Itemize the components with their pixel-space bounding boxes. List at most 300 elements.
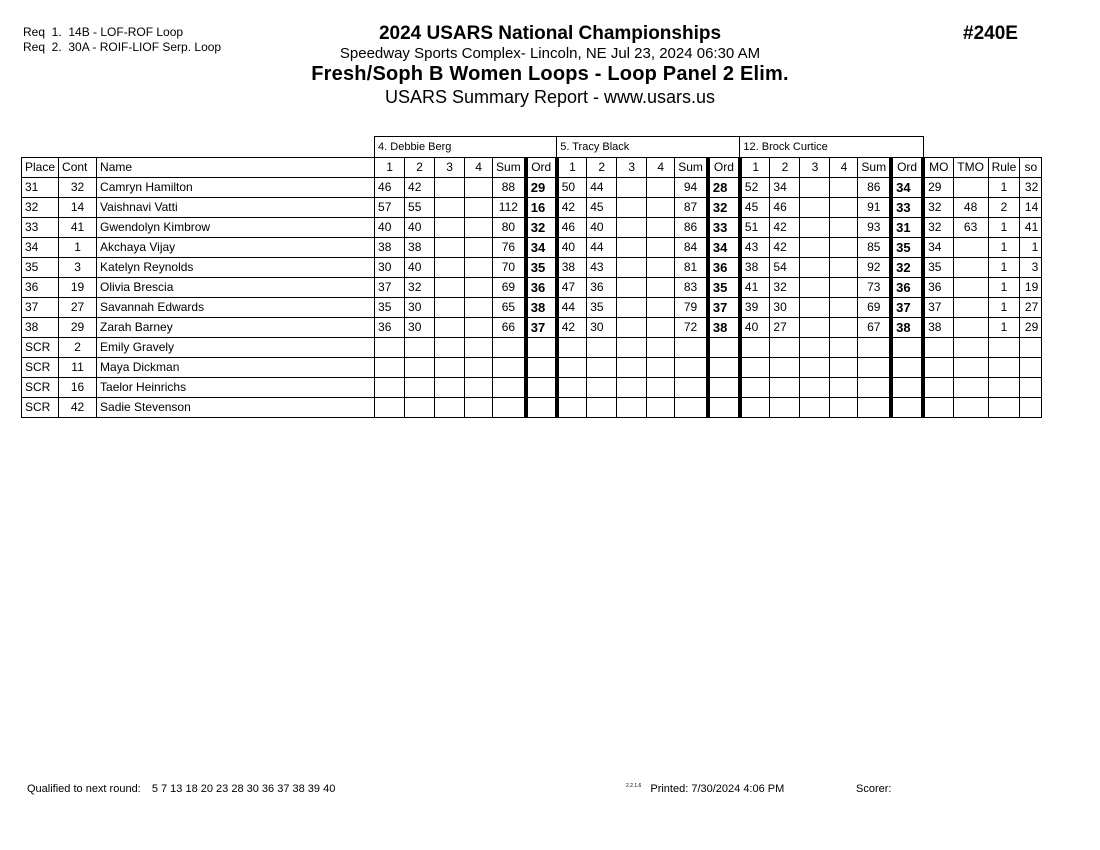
score-2-cell: 27: [770, 318, 800, 338]
col-j1: 1: [375, 158, 405, 178]
score-1-cell: 36: [375, 318, 405, 338]
score-4-cell: [465, 238, 493, 258]
score-4-cell: [647, 178, 675, 198]
score-4-cell: [647, 338, 675, 358]
score-3-cell: [800, 398, 830, 418]
score-3-cell: [435, 298, 465, 318]
score-3-cell: [617, 198, 647, 218]
score-1-cell: [557, 378, 587, 398]
cont-cell: 19: [59, 278, 97, 298]
name-cell: Gwendolyn Kimbrow: [97, 218, 375, 238]
score-2-cell: [405, 338, 435, 358]
rule-cell: 2: [988, 198, 1020, 218]
score-4-cell: [830, 398, 858, 418]
col-tmo: TMO: [953, 158, 988, 178]
score-4-cell: [830, 178, 858, 198]
ordinal-cell: 32: [708, 198, 740, 218]
cont-cell: 11: [59, 358, 97, 378]
sum-cell: [858, 358, 891, 378]
score-2-cell: 32: [770, 278, 800, 298]
sum-cell: 76: [493, 238, 526, 258]
tmo-cell: 48: [953, 198, 988, 218]
report-subtitle: USARS Summary Report - www.usars.us: [384, 87, 716, 107]
score-1-cell: [557, 358, 587, 378]
score-2-cell: 38: [405, 238, 435, 258]
score-2-cell: [770, 398, 800, 418]
name-cell: Savannah Edwards: [97, 298, 375, 318]
score-1-cell: [740, 378, 770, 398]
score-3-cell: [800, 278, 830, 298]
col-so: so: [1020, 158, 1042, 178]
ordinal-cell: 38: [891, 318, 923, 338]
col-sum: Sum: [493, 158, 526, 178]
score-3-cell: [617, 278, 647, 298]
score-2-cell: 45: [587, 198, 617, 218]
score-4-cell: [465, 398, 493, 418]
score-1-cell: [740, 358, 770, 378]
place-cell: 37: [22, 298, 59, 318]
place-cell: 36: [22, 278, 59, 298]
tmo-cell: [953, 258, 988, 278]
score-2-cell: 30: [770, 298, 800, 318]
table-row: [22, 198, 1042, 218]
table-row: [22, 398, 1042, 418]
so-cell: [1020, 338, 1042, 358]
score-4-cell: [830, 358, 858, 378]
so-cell: 19: [1020, 278, 1042, 298]
score-3-cell: [617, 398, 647, 418]
place-cell: 32: [22, 198, 59, 218]
sum-cell: 84: [675, 238, 708, 258]
report-header: [250, 23, 850, 108]
event-title: Fresh/Soph B Women Loops - Loop Panel 2 Elim.: [311, 63, 789, 85]
printed-timestamp: Printed: 7/30/2024 4:06 PM: [650, 783, 785, 795]
score-1-cell: [375, 378, 405, 398]
sum-cell: 69: [858, 298, 891, 318]
table-row: [22, 298, 1042, 318]
score-3-cell: [435, 238, 465, 258]
score-2-cell: [770, 358, 800, 378]
score-2-cell: 30: [587, 318, 617, 338]
name-cell: Taelor Heinrichs: [97, 378, 375, 398]
place-cell: 38: [22, 318, 59, 338]
col-j3: 3: [435, 158, 465, 178]
place-cell: 35: [22, 258, 59, 278]
sum-cell: 91: [858, 198, 891, 218]
score-3-cell: [800, 238, 830, 258]
qualified-line: [27, 783, 335, 795]
table-row: [22, 378, 1042, 398]
ordinal-cell: 37: [708, 298, 740, 318]
col-sum: Sum: [858, 158, 891, 178]
tmo-cell: [953, 318, 988, 338]
score-4-cell: [830, 238, 858, 258]
mo-cell: 36: [923, 278, 953, 298]
judge-name: 12. Brock Curtice: [740, 137, 923, 158]
table-row: [22, 338, 1042, 358]
place-cell: SCR: [22, 358, 59, 378]
ordinal-cell: 33: [708, 218, 740, 238]
sum-cell: [493, 338, 526, 358]
col-j4: 4: [465, 158, 493, 178]
so-cell: [1020, 398, 1042, 418]
sum-cell: [675, 358, 708, 378]
ordinal-cell: 33: [891, 198, 923, 218]
score-2-cell: 30: [405, 298, 435, 318]
score-2-cell: 40: [405, 218, 435, 238]
score-3-cell: [800, 198, 830, 218]
col-place: Place: [22, 158, 59, 178]
rule-cell: 1: [988, 178, 1020, 198]
col-j4: 4: [830, 158, 858, 178]
score-4-cell: [465, 358, 493, 378]
score-1-cell: 50: [557, 178, 587, 198]
sum-cell: 69: [493, 278, 526, 298]
score-3-cell: [435, 398, 465, 418]
judge-name: 5. Tracy Black: [557, 137, 740, 158]
score-3-cell: [617, 218, 647, 238]
score-4-cell: [647, 198, 675, 218]
ordinal-cell: 37: [526, 318, 557, 338]
qualified-label: Qualified to next round:: [27, 783, 141, 795]
sum-cell: [675, 338, 708, 358]
score-2-cell: [587, 398, 617, 418]
version-label: 2.2.1.6: [626, 783, 642, 790]
score-3-cell: [800, 258, 830, 278]
sum-cell: 73: [858, 278, 891, 298]
ordinal-cell: 35: [708, 278, 740, 298]
sum-cell: 86: [675, 218, 708, 238]
score-1-cell: 44: [557, 298, 587, 318]
score-3-cell: [617, 378, 647, 398]
rule-cell: [988, 338, 1020, 358]
rule-cell: [988, 358, 1020, 378]
name-cell: Maya Dickman: [97, 358, 375, 378]
score-1-cell: 47: [557, 278, 587, 298]
so-cell: 32: [1020, 178, 1042, 198]
col-j3: 3: [617, 158, 647, 178]
judge-name: 4. Debbie Berg: [375, 137, 557, 158]
judge-header-row: [22, 137, 1042, 158]
col-cont: Cont: [59, 158, 97, 178]
tmo-cell: 63: [953, 218, 988, 238]
cont-cell: 32: [59, 178, 97, 198]
sum-cell: 87: [675, 198, 708, 218]
ordinal-cell: [708, 398, 740, 418]
sum-cell: 70: [493, 258, 526, 278]
sum-cell: 94: [675, 178, 708, 198]
ordinal-cell: 35: [891, 238, 923, 258]
score-4-cell: [465, 178, 493, 198]
ordinal-cell: [708, 358, 740, 378]
requirement-1: Req 1. 14B - LOF-ROF Loop: [23, 25, 184, 39]
so-cell: 1: [1020, 238, 1042, 258]
sum-cell: [858, 398, 891, 418]
score-2-cell: 54: [770, 258, 800, 278]
score-1-cell: 43: [740, 238, 770, 258]
tmo-cell: [953, 338, 988, 358]
score-2-cell: 42: [770, 218, 800, 238]
score-1-cell: 40: [740, 318, 770, 338]
name-cell: Zarah Barney: [97, 318, 375, 338]
score-3-cell: [435, 218, 465, 238]
score-4-cell: [647, 278, 675, 298]
score-2-cell: [405, 378, 435, 398]
table-row: [22, 178, 1042, 198]
score-2-cell: 35: [587, 298, 617, 318]
so-cell: 14: [1020, 198, 1042, 218]
ordinal-cell: 36: [891, 278, 923, 298]
score-3-cell: [435, 258, 465, 278]
sum-cell: 93: [858, 218, 891, 238]
name-cell: Olivia Brescia: [97, 278, 375, 298]
mo-cell: [923, 398, 953, 418]
table-row: [22, 258, 1042, 278]
tmo-cell: [953, 298, 988, 318]
ordinal-cell: 38: [708, 318, 740, 338]
mo-cell: 32: [923, 218, 953, 238]
score-4-cell: [465, 278, 493, 298]
rule-cell: 1: [988, 278, 1020, 298]
mo-cell: 34: [923, 238, 953, 258]
score-3-cell: [435, 358, 465, 378]
sum-cell: 83: [675, 278, 708, 298]
rule-cell: [988, 398, 1020, 418]
score-1-cell: 37: [375, 278, 405, 298]
score-2-cell: 44: [587, 238, 617, 258]
sum-cell: 66: [493, 318, 526, 338]
ordinal-cell: 38: [526, 298, 557, 318]
rule-cell: 1: [988, 218, 1020, 238]
qualified-values: 5 7 13 18 20 23 28 30 36 37 38 39 40: [151, 783, 336, 795]
col-j4: 4: [647, 158, 675, 178]
cont-cell: 14: [59, 198, 97, 218]
score-2-cell: 34: [770, 178, 800, 198]
tmo-cell: [953, 178, 988, 198]
score-1-cell: [375, 398, 405, 418]
ordinal-cell: [526, 398, 557, 418]
score-1-cell: 39: [740, 298, 770, 318]
score-2-cell: [770, 378, 800, 398]
ordinal-cell: [891, 338, 923, 358]
score-2-cell: 44: [587, 178, 617, 198]
so-cell: [1020, 378, 1042, 398]
ordinal-cell: [891, 398, 923, 418]
score-1-cell: 35: [375, 298, 405, 318]
mo-cell: 38: [923, 318, 953, 338]
place-cell: SCR: [22, 338, 59, 358]
score-1-cell: 41: [740, 278, 770, 298]
ordinal-cell: 36: [526, 278, 557, 298]
name-cell: Camryn Hamilton: [97, 178, 375, 198]
sum-cell: [493, 358, 526, 378]
score-1-cell: [375, 358, 405, 378]
score-4-cell: [465, 378, 493, 398]
score-4-cell: [647, 398, 675, 418]
score-4-cell: [830, 298, 858, 318]
ordinal-cell: 31: [891, 218, 923, 238]
score-1-cell: 52: [740, 178, 770, 198]
so-cell: 41: [1020, 218, 1042, 238]
score-3-cell: [800, 378, 830, 398]
ordinal-cell: 35: [526, 258, 557, 278]
ordinal-cell: [708, 338, 740, 358]
sum-cell: 67: [858, 318, 891, 338]
col-mo: MO: [923, 158, 953, 178]
ordinal-cell: 34: [891, 178, 923, 198]
score-2-cell: [587, 378, 617, 398]
sum-cell: [675, 398, 708, 418]
rule-cell: 1: [988, 318, 1020, 338]
score-2-cell: 55: [405, 198, 435, 218]
score-3-cell: [435, 178, 465, 198]
score-4-cell: [465, 298, 493, 318]
ordinal-cell: 16: [526, 198, 557, 218]
score-2-cell: 36: [587, 278, 617, 298]
cont-cell: 27: [59, 298, 97, 318]
cont-cell: 41: [59, 218, 97, 238]
score-4-cell: [830, 338, 858, 358]
cont-cell: 3: [59, 258, 97, 278]
sum-cell: [858, 338, 891, 358]
mo-cell: [923, 378, 953, 398]
score-4-cell: [647, 358, 675, 378]
mo-cell: 32: [923, 198, 953, 218]
sum-cell: 81: [675, 258, 708, 278]
score-4-cell: [830, 258, 858, 278]
sum-cell: 92: [858, 258, 891, 278]
score-1-cell: [557, 338, 587, 358]
score-1-cell: 46: [557, 218, 587, 238]
ordinal-cell: [526, 338, 557, 358]
col-ord: Ord: [526, 158, 557, 178]
score-3-cell: [800, 218, 830, 238]
score-2-cell: [587, 338, 617, 358]
col-name: Name: [97, 158, 375, 178]
score-1-cell: 40: [557, 238, 587, 258]
results-table: [21, 136, 1042, 418]
score-3-cell: [617, 178, 647, 198]
score-4-cell: [647, 218, 675, 238]
score-2-cell: [770, 338, 800, 358]
score-1-cell: 38: [375, 238, 405, 258]
tmo-cell: [953, 398, 988, 418]
sum-cell: 72: [675, 318, 708, 338]
sum-cell: 88: [493, 178, 526, 198]
score-2-cell: 30: [405, 318, 435, 338]
so-cell: 3: [1020, 258, 1042, 278]
score-2-cell: 32: [405, 278, 435, 298]
ordinal-cell: 36: [708, 258, 740, 278]
venue-date-line: Speedway Sports Complex- Lincoln, NE Jul 23, 2024 06:30 AM: [339, 45, 761, 62]
score-4-cell: [647, 258, 675, 278]
championship-title: 2024 USARS National Championships: [378, 23, 722, 44]
column-header-row: [22, 158, 1042, 178]
rule-cell: [988, 378, 1020, 398]
sum-cell: 65: [493, 298, 526, 318]
col-ord: Ord: [708, 158, 740, 178]
tmo-cell: [953, 238, 988, 258]
score-4-cell: [830, 218, 858, 238]
score-3-cell: [800, 178, 830, 198]
score-2-cell: 42: [405, 178, 435, 198]
name-cell: Akchaya Vijay: [97, 238, 375, 258]
score-3-cell: [435, 338, 465, 358]
cont-cell: 42: [59, 398, 97, 418]
score-1-cell: 40: [375, 218, 405, 238]
event-number: #240E: [963, 23, 1018, 44]
score-4-cell: [830, 378, 858, 398]
col-sum: Sum: [675, 158, 708, 178]
mo-cell: 37: [923, 298, 953, 318]
place-cell: 33: [22, 218, 59, 238]
score-4-cell: [830, 318, 858, 338]
score-1-cell: [557, 398, 587, 418]
score-1-cell: 38: [740, 258, 770, 278]
col-ord: Ord: [891, 158, 923, 178]
rule-cell: 1: [988, 238, 1020, 258]
score-3-cell: [617, 358, 647, 378]
table-row: [22, 238, 1042, 258]
ordinal-cell: 37: [891, 298, 923, 318]
name-cell: Emily Gravely: [97, 338, 375, 358]
score-4-cell: [465, 258, 493, 278]
score-3-cell: [617, 238, 647, 258]
name-cell: Katelyn Reynolds: [97, 258, 375, 278]
table-row: [22, 218, 1042, 238]
score-3-cell: [435, 378, 465, 398]
score-4-cell: [465, 338, 493, 358]
mo-cell: [923, 358, 953, 378]
score-4-cell: [465, 218, 493, 238]
ordinal-cell: [526, 378, 557, 398]
score-3-cell: [435, 278, 465, 298]
table-row: [22, 278, 1042, 298]
ordinal-cell: [526, 358, 557, 378]
col-j1: 1: [740, 158, 770, 178]
ordinal-cell: 34: [708, 238, 740, 258]
sum-cell: 112: [493, 198, 526, 218]
ordinal-cell: [891, 378, 923, 398]
tmo-cell: [953, 358, 988, 378]
table-row: [22, 358, 1042, 378]
score-3-cell: [800, 318, 830, 338]
rule-cell: 1: [988, 258, 1020, 278]
score-1-cell: 57: [375, 198, 405, 218]
tmo-cell: [953, 278, 988, 298]
score-2-cell: [405, 358, 435, 378]
col-rule: Rule: [988, 158, 1020, 178]
score-3-cell: [617, 258, 647, 278]
col-j1: 1: [557, 158, 587, 178]
so-cell: [1020, 358, 1042, 378]
score-2-cell: [405, 398, 435, 418]
mo-cell: 29: [923, 178, 953, 198]
ordinal-cell: [891, 358, 923, 378]
so-cell: 29: [1020, 318, 1042, 338]
score-2-cell: 40: [405, 258, 435, 278]
sum-cell: [675, 378, 708, 398]
name-cell: Sadie Stevenson: [97, 398, 375, 418]
ordinal-cell: 32: [891, 258, 923, 278]
mo-cell: [923, 338, 953, 358]
ordinal-cell: 28: [708, 178, 740, 198]
sum-cell: 85: [858, 238, 891, 258]
scorer-label: Scorer:: [856, 783, 892, 795]
score-1-cell: 42: [557, 198, 587, 218]
score-1-cell: [740, 398, 770, 418]
score-2-cell: [587, 358, 617, 378]
